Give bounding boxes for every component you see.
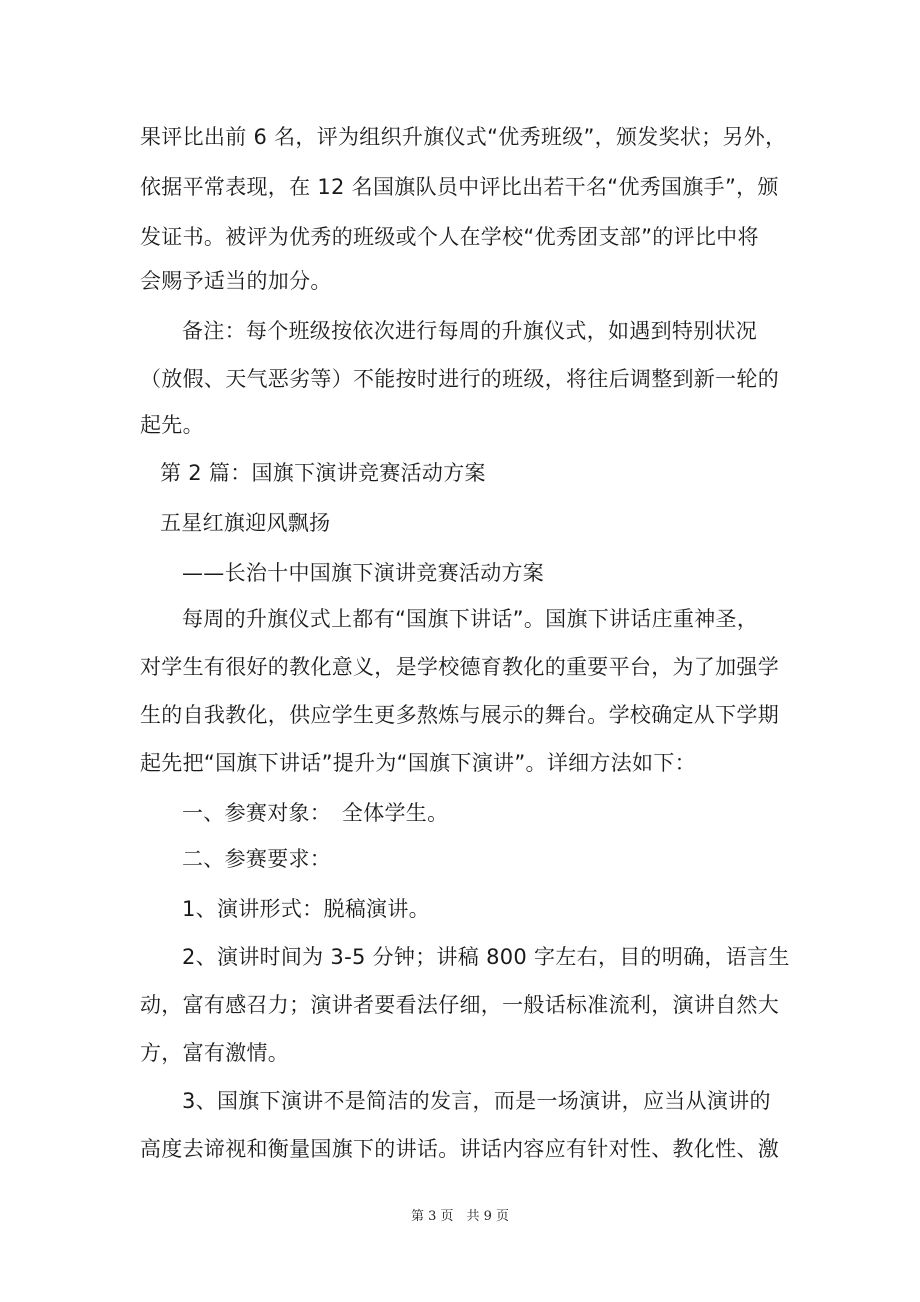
list-item: 一、参赛对象： 全体学生。 [182, 801, 449, 825]
article-title: 五星红旗迎风飘扬 [160, 511, 331, 535]
list-item: 3、国旗下演讲不是简洁的发言，而是一场演讲，应当从演讲的 [182, 1089, 771, 1113]
list-item: 2、演讲时间为 3-5 分钟；讲稿 800 字左右，目的明确，语言生 [182, 945, 790, 969]
page-footer: 第 3 页 共 9 页 [410, 1209, 510, 1224]
paragraph-line: 对学生有很好的教化意义，是学校德育教化的重要平台，为了加强学 [140, 655, 779, 679]
paragraph-line: 起先。 [140, 413, 204, 437]
paragraph-line: 会赐予适当的加分。 [140, 269, 332, 293]
paragraph-line: 起先把“国旗下讲话”提升为“国旗下演讲”。详细方法如下： [140, 751, 696, 775]
paragraph-line: 每周的升旗仪式上都有“国旗下讲话”。国旗下讲话庄重神圣， [182, 607, 759, 631]
paragraph-line: （放假、天气恶劣等）不能按时进行的班级，将往后调整到新一轮的 [140, 367, 779, 391]
paragraph-line: 高度去谛视和衡量国旗下的讲话。讲话内容应有针对性、教化性、激 [140, 1137, 779, 1161]
paragraph-line: 果评比出前 6 名，评为组织升旗仪式“优秀班级”，颁发奖状；另外， [140, 125, 787, 149]
paragraph-line: 生的自我教化，供应学生更多熬炼与展示的舞台。学校确定从下学期 [140, 703, 779, 727]
article-subtitle: ——长治十中国旗下演讲竞赛活动方案 [182, 561, 545, 585]
paragraph-line: 动，富有感召力；演讲者要看法仔细，一般话标准流利，演讲自然大 [140, 993, 779, 1017]
list-heading: 二、参赛要求： [182, 847, 332, 871]
section-heading: 第 2 篇：国旗下演讲竞赛活动方案 [160, 461, 486, 485]
paragraph-line: 发证书。被评为优秀的班级或个人在学校“优秀团支部”的评比中将 [140, 225, 759, 249]
paragraph-line: 备注：每个班级按依次进行每周的升旗仪式，如遇到特别状况 [182, 319, 758, 343]
list-item: 1、演讲形式：脱稿演讲。 [182, 897, 430, 921]
paragraph-line: 方，富有激情。 [140, 1041, 290, 1065]
paragraph-line: 依据平常表现，在 12 名国旗队员中评比出若干名“优秀国旗手”，颁 [140, 175, 779, 199]
